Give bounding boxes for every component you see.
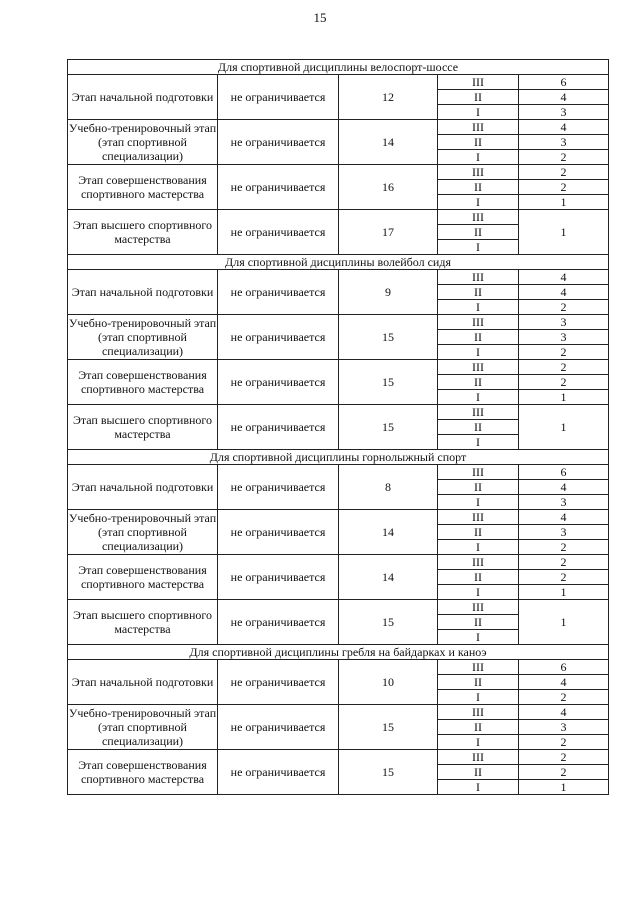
level-cell: I [438,780,519,795]
level-cell: III [438,600,519,615]
stage-age: 9 [339,270,438,315]
value-cell: 1 [519,780,609,795]
table-row [68,510,609,525]
table-row [68,75,609,90]
section-title: Для спортивной дисциплины гребля на байдарках и каноэ [68,645,609,660]
value-cell: 1 [519,390,609,405]
level-cell: II [438,330,519,345]
stage-limit: не ограничивается [218,270,339,315]
level-cell: III [438,270,519,285]
stage-age: 14 [339,510,438,555]
value-cell: 1 [519,405,609,450]
stage-limit: не ограничивается [218,315,339,360]
value-cell: 2 [519,690,609,705]
value-cell: 4 [519,510,609,525]
table-row [68,705,609,720]
table-row [68,750,609,765]
level-cell: I [438,105,519,120]
level-cell: II [438,420,519,435]
level-cell: III [438,315,519,330]
value-cell: 4 [519,480,609,495]
level-cell: I [438,690,519,705]
value-cell: 2 [519,300,609,315]
level-cell: III [438,465,519,480]
value-cell: 4 [519,120,609,135]
value-cell: 3 [519,105,609,120]
stage-limit: не ограничивается [218,75,339,120]
level-cell: II [438,675,519,690]
level-cell: I [438,630,519,645]
value-cell: 6 [519,75,609,90]
level-cell: I [438,735,519,750]
table-row [68,555,609,570]
stage-name: Этап совершенствования спортивного мастерства [68,750,218,795]
value-cell: 2 [519,375,609,390]
stage-limit: не ограничивается [218,360,339,405]
level-cell: II [438,765,519,780]
stage-name: Этап совершенствования спортивного мастерства [68,360,218,405]
requirements-table [67,59,609,795]
stage-age: 15 [339,705,438,750]
level-cell: II [438,615,519,630]
section-header-row [68,450,609,465]
value-cell: 4 [519,270,609,285]
stage-name: Этап начальной подготовки [68,465,218,510]
table-row [68,600,609,615]
level-cell: II [438,135,519,150]
stage-name: Учебно-тренировочный этап (этап спортивной специализации) [68,316,217,358]
table-row [68,270,609,285]
table-row [68,210,609,225]
value-cell: 4 [519,705,609,720]
stage-name: Учебно-тренировочный этап (этап спортивной специализации) [68,511,217,553]
stage-limit: не ограничивается [218,510,339,555]
level-cell: III [438,75,519,90]
level-cell: III [438,120,519,135]
stage-name: Этап совершенствования спортивного мастерства [68,165,218,210]
level-cell: III [438,705,519,720]
value-cell: 3 [519,525,609,540]
page-number: 15 [313,10,327,25]
value-cell: 3 [519,135,609,150]
value-cell: 2 [519,345,609,360]
level-cell: II [438,180,519,195]
stage-limit: не ограничивается [218,405,339,450]
level-cell: III [438,660,519,675]
value-cell: 2 [519,150,609,165]
level-cell: III [438,165,519,180]
section-header-row [68,60,609,75]
value-cell: 1 [519,600,609,645]
stage-name: Учебно-тренировочный этап (этап спортивной специализации) [68,121,217,163]
value-cell: 2 [519,750,609,765]
value-cell: 4 [519,285,609,300]
table-row [68,660,609,675]
level-cell: III [438,555,519,570]
level-cell: II [438,225,519,240]
stage-limit: не ограничивается [218,120,339,165]
stage-age: 15 [339,405,438,450]
value-cell: 2 [519,735,609,750]
stage-age: 15 [339,750,438,795]
stage-name: Этап начальной подготовки [68,75,218,120]
value-cell: 3 [519,720,609,735]
stage-age: 15 [339,360,438,405]
stage-name: Этап совершенствования спортивного мастерства [68,555,218,600]
level-cell: I [438,345,519,360]
level-cell: I [438,585,519,600]
stage-age: 17 [339,210,438,255]
value-cell: 2 [519,180,609,195]
level-cell: II [438,525,519,540]
level-cell: III [438,405,519,420]
value-cell: 3 [519,330,609,345]
stage-limit: не ограничивается [218,465,339,510]
stage-limit: не ограничивается [218,750,339,795]
value-cell: 6 [519,465,609,480]
section-header-row [68,255,609,270]
table-row [68,315,609,330]
level-cell: I [438,390,519,405]
value-cell: 2 [519,555,609,570]
level-cell: II [438,90,519,105]
stage-age: 15 [339,315,438,360]
table-row [68,465,609,480]
stage-age: 10 [339,660,438,705]
value-cell: 2 [519,570,609,585]
level-cell: II [438,285,519,300]
level-cell: I [438,240,519,255]
stage-age: 8 [339,465,438,510]
level-cell: III [438,750,519,765]
level-cell: II [438,720,519,735]
stage-age: 12 [339,75,438,120]
level-cell: I [438,435,519,450]
level-cell: I [438,150,519,165]
level-cell: I [438,540,519,555]
stage-limit: не ограничивается [218,165,339,210]
level-cell: II [438,480,519,495]
stage-limit: не ограничивается [218,555,339,600]
value-cell: 2 [519,360,609,375]
section-title: Для спортивной дисциплины горнолыжный спорт [68,450,609,465]
level-cell: II [438,375,519,390]
stage-age: 14 [339,555,438,600]
stage-name: Этап высшего спортивного мастерства [68,600,218,645]
stage-name: Этап начальной подготовки [68,660,218,705]
value-cell: 2 [519,765,609,780]
level-cell: III [438,210,519,225]
section-title: Для спортивной дисциплины велоспорт-шоссе [68,60,609,75]
value-cell: 1 [519,210,609,255]
level-cell: II [438,570,519,585]
section-header-row [68,645,609,660]
level-cell: III [438,360,519,375]
table-row [68,165,609,180]
requirements-table-body [68,60,609,795]
stage-name: Этап высшего спортивного мастерства [68,210,218,255]
stage-limit: не ограничивается [218,600,339,645]
stage-age: 14 [339,120,438,165]
level-cell: I [438,195,519,210]
value-cell: 3 [519,315,609,330]
level-cell: I [438,300,519,315]
value-cell: 2 [519,165,609,180]
table-row [68,120,609,135]
value-cell: 3 [519,495,609,510]
stage-limit: не ограничивается [218,660,339,705]
stage-limit: не ограничивается [218,705,339,750]
value-cell: 1 [519,585,609,600]
value-cell: 6 [519,660,609,675]
table-row [68,405,609,420]
stage-limit: не ограничивается [218,210,339,255]
level-cell: I [438,495,519,510]
value-cell: 4 [519,90,609,105]
stage-name: Учебно-тренировочный этап (этап спортивной специализации) [68,706,217,748]
table-row [68,360,609,375]
value-cell: 2 [519,540,609,555]
level-cell: III [438,510,519,525]
value-cell: 4 [519,675,609,690]
stage-name: Этап начальной подготовки [68,270,218,315]
stage-age: 15 [339,600,438,645]
section-title: Для спортивной дисциплины волейбол сидя [68,255,609,270]
value-cell: 1 [519,195,609,210]
stage-name: Этап высшего спортивного мастерства [68,405,218,450]
stage-age: 16 [339,165,438,210]
